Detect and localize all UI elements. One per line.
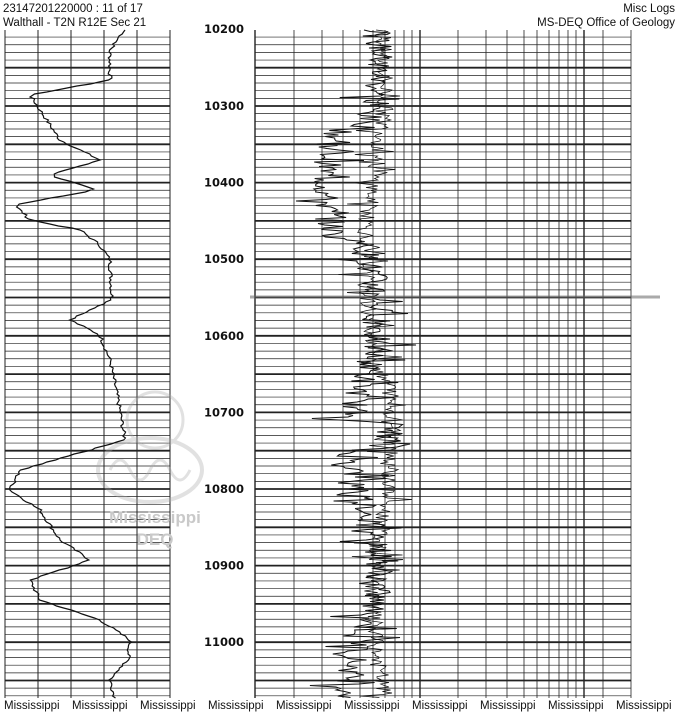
- left-track-grid: [5, 30, 170, 698]
- depth-label: 10400: [204, 175, 245, 190]
- watermark-line1: Mississippi: [109, 508, 201, 527]
- location-label: Walthall - T2N R12E Sec 21: [3, 17, 147, 29]
- footer-strip: [0, 700, 680, 715]
- depth-label-partial: 10200: [204, 22, 245, 36]
- footer-label: Mississippi: [412, 700, 468, 712]
- depth-label: 11000: [204, 635, 245, 650]
- footer-label: Mississippi: [344, 700, 400, 712]
- depth-scale: [204, 22, 244, 649]
- depth-label: 10800: [204, 482, 245, 496]
- depth-label: 10700: [204, 405, 245, 420]
- footer-label: Mississippi: [72, 700, 128, 712]
- footer-label: Mississippi: [616, 700, 672, 712]
- watermark-line2: DEQ: [136, 530, 174, 549]
- document-id: 23147201220000 : 11 of 17: [3, 3, 143, 15]
- log-type-label: Misc Logs: [623, 3, 675, 15]
- deep-resistivity-curve: [296, 30, 416, 698]
- depth-label: 10900: [204, 558, 245, 573]
- footer-label: Mississippi: [4, 700, 60, 712]
- right-track-grid: [255, 30, 631, 698]
- depth-label: 10500: [204, 252, 245, 267]
- agency-label: MS-DEQ Office of Geology: [537, 17, 675, 29]
- shallow-resistivity-curve: [338, 30, 412, 698]
- footer-label: Mississippi: [140, 700, 196, 712]
- depth-label: 10600: [204, 328, 245, 343]
- footer-label: Mississippi: [480, 700, 536, 712]
- depth-label: 10300: [204, 99, 245, 113]
- deq-seal-watermark: [98, 392, 202, 502]
- footer-label: Mississippi: [276, 700, 332, 712]
- footer-label: Mississippi: [208, 700, 264, 712]
- footer-label: Mississippi: [548, 700, 604, 712]
